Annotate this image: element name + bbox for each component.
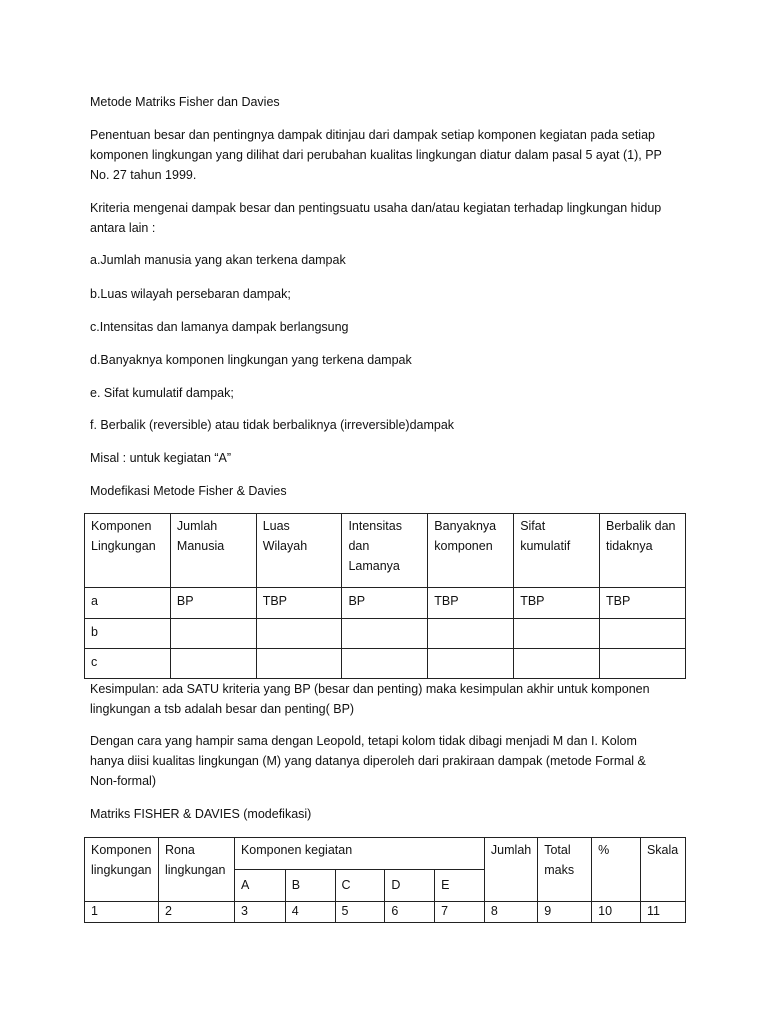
cell-text xyxy=(342,619,427,624)
table-cell xyxy=(599,649,685,679)
table-cell xyxy=(256,649,342,679)
header-text: Banyaknya xyxy=(434,519,497,533)
table-header-row xyxy=(85,838,686,870)
criteria-intro-paragraph xyxy=(90,198,690,238)
criteria-intro-line: Kriteria mengenai dampak besar dan pentingsuatu usaha dan/atau kegiatan terhadap lingkungan hidup xyxy=(90,201,662,215)
cell-text: 5 xyxy=(341,904,349,918)
cell-text: 8 xyxy=(490,904,498,918)
table-header-row xyxy=(85,514,686,588)
header-text: lingkungan xyxy=(91,863,152,877)
header-text: Lamanya xyxy=(348,559,400,573)
cell-text: TBP xyxy=(520,594,545,608)
header-text: Jumlah xyxy=(176,519,218,533)
header-text: lingkungan xyxy=(164,863,226,877)
table-cell xyxy=(170,649,256,679)
cell-text xyxy=(342,649,427,654)
header-text: tidaknya xyxy=(605,539,653,553)
table-cell xyxy=(514,588,600,619)
table-row xyxy=(85,902,686,923)
table-cell xyxy=(170,619,256,649)
header-text: Intensitas xyxy=(348,519,402,533)
header-text: Komponen xyxy=(91,519,152,533)
header-text: dan xyxy=(348,539,370,553)
intro-line: No. 27 tahun 1999. xyxy=(90,168,197,182)
cell-text xyxy=(171,649,256,654)
header-text: Manusia xyxy=(176,539,225,553)
table-cell xyxy=(640,902,685,923)
cell-text xyxy=(428,649,513,654)
table-cell xyxy=(85,588,171,619)
table-header-cell xyxy=(514,514,600,588)
table-cell xyxy=(514,649,600,679)
header-text: Wilayah xyxy=(262,539,308,553)
cell-text: TBP xyxy=(434,594,459,608)
table-cell xyxy=(170,588,256,619)
table-cell xyxy=(85,619,171,649)
table-header-cell xyxy=(256,514,342,588)
cell-text: 4 xyxy=(291,904,299,918)
header-text: A xyxy=(240,878,250,892)
conclusion-line: lingkungan a tsb adalah besar dan penting( BP) xyxy=(90,702,355,716)
header-text: Skala xyxy=(646,843,679,857)
table-header-cell xyxy=(158,838,234,902)
cell-text xyxy=(171,619,256,624)
cell-text: b xyxy=(91,625,98,639)
table-cell xyxy=(592,902,641,923)
cell-text: TBP xyxy=(262,594,288,608)
table-cell xyxy=(285,902,335,923)
fisher-davies-matrix-table xyxy=(84,837,686,923)
cell-text: 9 xyxy=(544,904,552,918)
header-text: Jumlah xyxy=(490,843,532,857)
header-text: Berbalik dan xyxy=(605,519,676,533)
table-cell xyxy=(85,902,159,923)
header-text: maks xyxy=(544,863,575,877)
header-text: Lingkungan xyxy=(91,539,156,553)
intro-line: Penentuan besar dan pentingnya dampak ditinjau dari dampak setiap komponen kegiatan pada setiap xyxy=(90,128,655,142)
header-text: Rona xyxy=(164,843,195,857)
table-row xyxy=(85,649,686,679)
cell-text: 1 xyxy=(91,904,98,918)
table-cell xyxy=(85,649,171,679)
header-text: D xyxy=(391,878,401,892)
table-cell xyxy=(342,649,428,679)
table-cell xyxy=(335,902,385,923)
table-cell xyxy=(256,588,342,619)
table-cell xyxy=(599,588,685,619)
table-header-cell xyxy=(285,870,335,902)
cell-text: a xyxy=(91,594,98,608)
header-text: E xyxy=(441,878,450,892)
table-header-cell xyxy=(234,870,285,902)
table-header-cell xyxy=(599,514,685,588)
header-text: B xyxy=(291,878,301,892)
document-title: Metode Matriks Fisher dan Davies xyxy=(90,95,280,109)
cell-text: 6 xyxy=(391,904,399,918)
cell-text: c xyxy=(91,655,98,669)
cell-text: BP xyxy=(348,594,366,608)
table-cell xyxy=(484,902,537,923)
table-header-cell xyxy=(428,514,514,588)
cell-text xyxy=(600,649,685,654)
fisher-davies-table xyxy=(84,513,686,679)
criteria-item: a.Jumlah manusia yang akan terkena dampak xyxy=(90,253,346,267)
table-cell xyxy=(158,902,234,923)
table-header-cell xyxy=(335,870,385,902)
cell-text xyxy=(428,619,513,624)
criteria-item: b.Luas wilayah persebaran dampak; xyxy=(90,287,291,301)
table-row xyxy=(85,619,686,649)
cell-text xyxy=(514,619,599,624)
table-header-cell xyxy=(170,514,256,588)
criteria-item: c.Intensitas dan lamanya dampak berlangsung xyxy=(90,320,349,334)
criteria-item: f. Berbalik (reversible) atau tidak berbaliknya (irreversible)dampak xyxy=(90,418,455,432)
table-cell xyxy=(428,588,514,619)
method-note-line: Dengan cara yang hampir sama dengan Leopold, tetapi kolom tidak dibagi menjadi M dan I. Kolom xyxy=(90,734,637,748)
criteria-intro-line: antara lain : xyxy=(90,221,156,235)
table-header-cell xyxy=(538,838,592,902)
header-text: % xyxy=(598,843,610,857)
cell-text: 7 xyxy=(441,904,449,918)
conclusion-paragraph xyxy=(90,679,690,719)
header-text: Luas xyxy=(262,519,290,533)
header-text: Sifat xyxy=(520,519,546,533)
table-header-cell xyxy=(435,870,485,902)
table-header-cell xyxy=(484,838,537,902)
cell-text xyxy=(600,619,685,624)
table-cell xyxy=(342,619,428,649)
cell-text xyxy=(257,649,342,654)
table-cell xyxy=(514,619,600,649)
header-text: C xyxy=(341,878,351,892)
table-cell xyxy=(428,649,514,679)
table-cell xyxy=(385,902,435,923)
table-header-cell xyxy=(234,838,484,870)
table-cell xyxy=(435,902,485,923)
table-header-cell xyxy=(85,838,159,902)
intro-paragraph xyxy=(90,125,690,185)
cell-text xyxy=(514,649,599,654)
table-cell xyxy=(599,619,685,649)
cell-text: TBP xyxy=(605,594,631,608)
method-note-line: Non-formal) xyxy=(90,774,156,788)
criteria-item: e. Sifat kumulatif dampak; xyxy=(90,386,234,400)
cell-text: 11 xyxy=(646,904,660,918)
header-text: Total xyxy=(544,843,571,857)
table-header-cell xyxy=(640,838,685,902)
header-text: Komponen kegiatan xyxy=(240,843,353,857)
cell-text: 3 xyxy=(240,904,248,918)
method-note-paragraph xyxy=(90,731,690,791)
cell-text: 2 xyxy=(164,904,172,918)
criteria-item: d.Banyaknya komponen lingkungan yang terkena dampak xyxy=(90,353,412,367)
example-line: Misal : untuk kegiatan “A” xyxy=(90,451,232,465)
table-row xyxy=(85,588,686,619)
table-header-cell xyxy=(342,514,428,588)
table2-title: Matriks FISHER & DAVIES (modefikasi) xyxy=(90,807,312,821)
intro-line: komponen lingkungan yang dilihat dari perubahan kualitas lingkungan diatur dalam pasal 5 ayat (1), PP xyxy=(90,148,662,162)
method-note-line: hanya diisi kualitas lingkungan (M) yang datanya diperoleh dari prakiraan dampak (metode Formal & xyxy=(90,754,646,768)
table1-title: Modefikasi Metode Fisher & Davies xyxy=(90,484,287,498)
table-header-cell xyxy=(592,838,641,902)
cell-text xyxy=(257,619,342,624)
header-text: kumulatif xyxy=(520,539,571,553)
table-cell xyxy=(538,902,592,923)
table-cell xyxy=(342,588,428,619)
header-text: komponen xyxy=(434,539,493,553)
table-cell xyxy=(234,902,285,923)
table-header-cell xyxy=(85,514,171,588)
table-cell xyxy=(428,619,514,649)
conclusion-line: Kesimpulan: ada SATU kriteria yang BP (besar dan penting) maka kesimpulan akhir untuk komponen xyxy=(90,682,650,696)
cell-text: BP xyxy=(176,594,194,608)
cell-text: 10 xyxy=(598,904,613,918)
table-header-cell xyxy=(385,870,435,902)
table-cell xyxy=(256,619,342,649)
header-text: Komponen xyxy=(91,843,152,857)
